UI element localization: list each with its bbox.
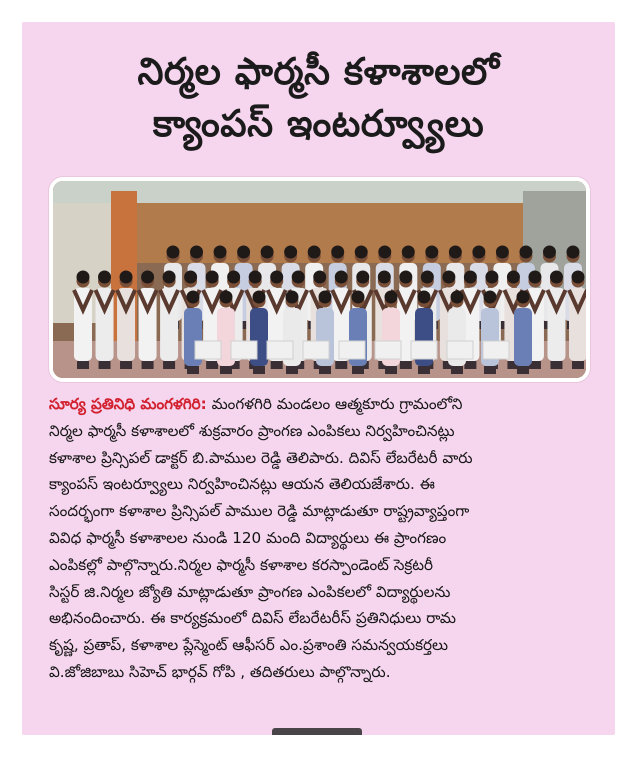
group-photo <box>53 181 586 378</box>
person-hair <box>517 291 530 304</box>
person-hair <box>543 246 556 259</box>
person-hair <box>464 271 477 284</box>
person-legs <box>335 361 347 369</box>
headline-line-2: క్యాంపస్ ఇంటర్వ్యూలు <box>152 102 485 145</box>
person-hair <box>292 271 305 284</box>
person-hair <box>335 271 348 284</box>
person-legs <box>220 366 232 374</box>
person-legs <box>187 366 199 374</box>
person-legs <box>253 366 265 374</box>
person-legs <box>517 366 529 374</box>
person-hair <box>184 271 197 284</box>
person-legs <box>400 361 412 369</box>
body-line: వివిధ ఫార్మసీ కళాశాలల నుండి 120 మంది విద్యార్థులు ఈ ప్రాంగణం <box>49 528 447 547</box>
person-hair <box>308 246 321 259</box>
person-hair <box>472 246 485 259</box>
body-line: ఎంపికల్లో పాల్గొన్నారు.నిర్మల ఫార్మసీ కళాశాల కరస్పాండెంట్ సెక్రటరీ <box>49 555 434 574</box>
person-hair <box>385 291 398 304</box>
person-hair <box>378 246 391 259</box>
person-hair <box>261 246 274 259</box>
person-hair <box>319 291 332 304</box>
person-hair <box>425 246 438 259</box>
person-legs <box>206 361 218 369</box>
photo-frame <box>49 177 590 382</box>
person-hair <box>220 291 233 304</box>
next-headline-fragment <box>272 728 362 735</box>
chair <box>267 341 293 359</box>
person-hair <box>421 271 434 284</box>
person-legs <box>99 361 111 369</box>
chair <box>411 341 437 359</box>
person-hair <box>418 291 431 304</box>
person-legs <box>142 361 154 369</box>
body-line: అభినందించారు. ఈ కార్యక్రమంలో దివిస్ లేబరేటరీస్ ప్రతినిధులు రామ <box>49 609 456 628</box>
person-hair <box>227 271 240 284</box>
person-hair <box>442 271 455 284</box>
person-legs <box>464 361 476 369</box>
body-line: సందర్భంగా కళాశాల ప్రిన్సిపల్ పాముల రెడ్డి మాట్లాడుతూ రాష్ట్రవ్యాప్తంగా <box>49 502 470 521</box>
person-hair <box>485 271 498 284</box>
person-hair <box>528 271 541 284</box>
headline <box>22 46 615 150</box>
person-hair <box>451 291 464 304</box>
chair <box>447 341 473 359</box>
chair <box>231 341 257 359</box>
person-hair <box>331 246 344 259</box>
person-legs <box>77 361 89 369</box>
body-line-0 <box>49 391 594 418</box>
person-hair <box>237 246 250 259</box>
person-hair <box>507 271 520 284</box>
group-photo-image <box>53 181 586 378</box>
person-legs <box>286 366 298 374</box>
person-hair <box>356 271 369 284</box>
body-line: నిర్మల ఫార్మసీ కళాశాలలో శుక్రవారం ప్రాంగణ ఎంపికలు నిర్వహించినట్లు <box>49 421 455 440</box>
body-line: వి.జోజిబాబు సిహెచ్ భార్గవ్ గోపి , తదితరులు పాల్గొన్నారు. <box>49 662 391 681</box>
person-hair <box>98 271 111 284</box>
person-hair <box>167 246 180 259</box>
person-legs <box>572 361 584 369</box>
person-hair <box>313 271 326 284</box>
person-hair <box>519 246 532 259</box>
person-hair <box>496 246 509 259</box>
person-hair <box>253 291 266 304</box>
person-hair <box>214 246 227 259</box>
person-legs <box>484 366 496 374</box>
person-hair <box>120 271 133 284</box>
person-hair <box>378 271 391 284</box>
person-legs <box>271 361 283 369</box>
person-hair <box>249 271 262 284</box>
chair <box>339 341 365 359</box>
person-hair <box>190 246 203 259</box>
chair <box>303 341 329 359</box>
body-line: కళాశాల ప్రిన్సిపల్ డాక్టర్ బి.పాముల రెడ్డి తెలిపారు. దివిస్ లేబరేటరీ వారు <box>49 448 473 467</box>
body-line: సిస్టర్ జి.నిర్మల జ్యోతి మాట్లాడుతూ ప్రాంగణ ఎంపికలలో విద్యార్థులను <box>49 582 451 601</box>
newspaper-clipping <box>22 22 615 735</box>
person-hair <box>355 246 368 259</box>
headline-line-1: నిర్మల ఫార్మసీ కళాశాలలో <box>137 50 500 93</box>
dateline: సూర్య ప్రతినిధి మంగళగిరి: <box>49 395 207 413</box>
person-legs <box>385 366 397 374</box>
chair <box>375 341 401 359</box>
article-body <box>49 391 594 686</box>
person-legs <box>352 366 364 374</box>
person-hair <box>550 271 563 284</box>
person-hair <box>402 246 415 259</box>
person-hair <box>449 246 462 259</box>
person-legs <box>418 366 430 374</box>
chair <box>195 341 221 359</box>
person-hair <box>286 291 299 304</box>
person-hair <box>567 246 580 259</box>
person-hair <box>187 291 200 304</box>
person-hair <box>572 271 585 284</box>
person-legs <box>120 361 132 369</box>
person-hair <box>352 291 365 304</box>
body-line: క్యాంపస్ ఇంటర్వ్యూలు నిర్వహించినట్లు ఆయన తెలియజేశారు. ఈ <box>49 475 435 494</box>
person-hair <box>206 271 219 284</box>
person-body <box>514 308 532 366</box>
person-hair <box>484 291 497 304</box>
person-hair <box>270 271 283 284</box>
body-line: కృష్ణ, ప్రతాప్, కళాశాల ప్లేస్మెంట్ ఆఫీసర్ ఎం.ప్రశాంతి సమన్వయకర్తలు <box>49 636 449 655</box>
person-hair <box>77 271 90 284</box>
body-line-0-text: మంగళగిరి మండలం ఆత్మకూరు గ్రామంలోని <box>206 395 463 413</box>
person-legs <box>163 361 175 369</box>
person-hair <box>399 271 412 284</box>
person-hair <box>141 271 154 284</box>
person-hair <box>163 271 176 284</box>
chair <box>483 341 509 359</box>
person-hair <box>284 246 297 259</box>
person-legs <box>550 361 562 369</box>
person-legs <box>451 366 463 374</box>
person-legs <box>319 366 331 374</box>
